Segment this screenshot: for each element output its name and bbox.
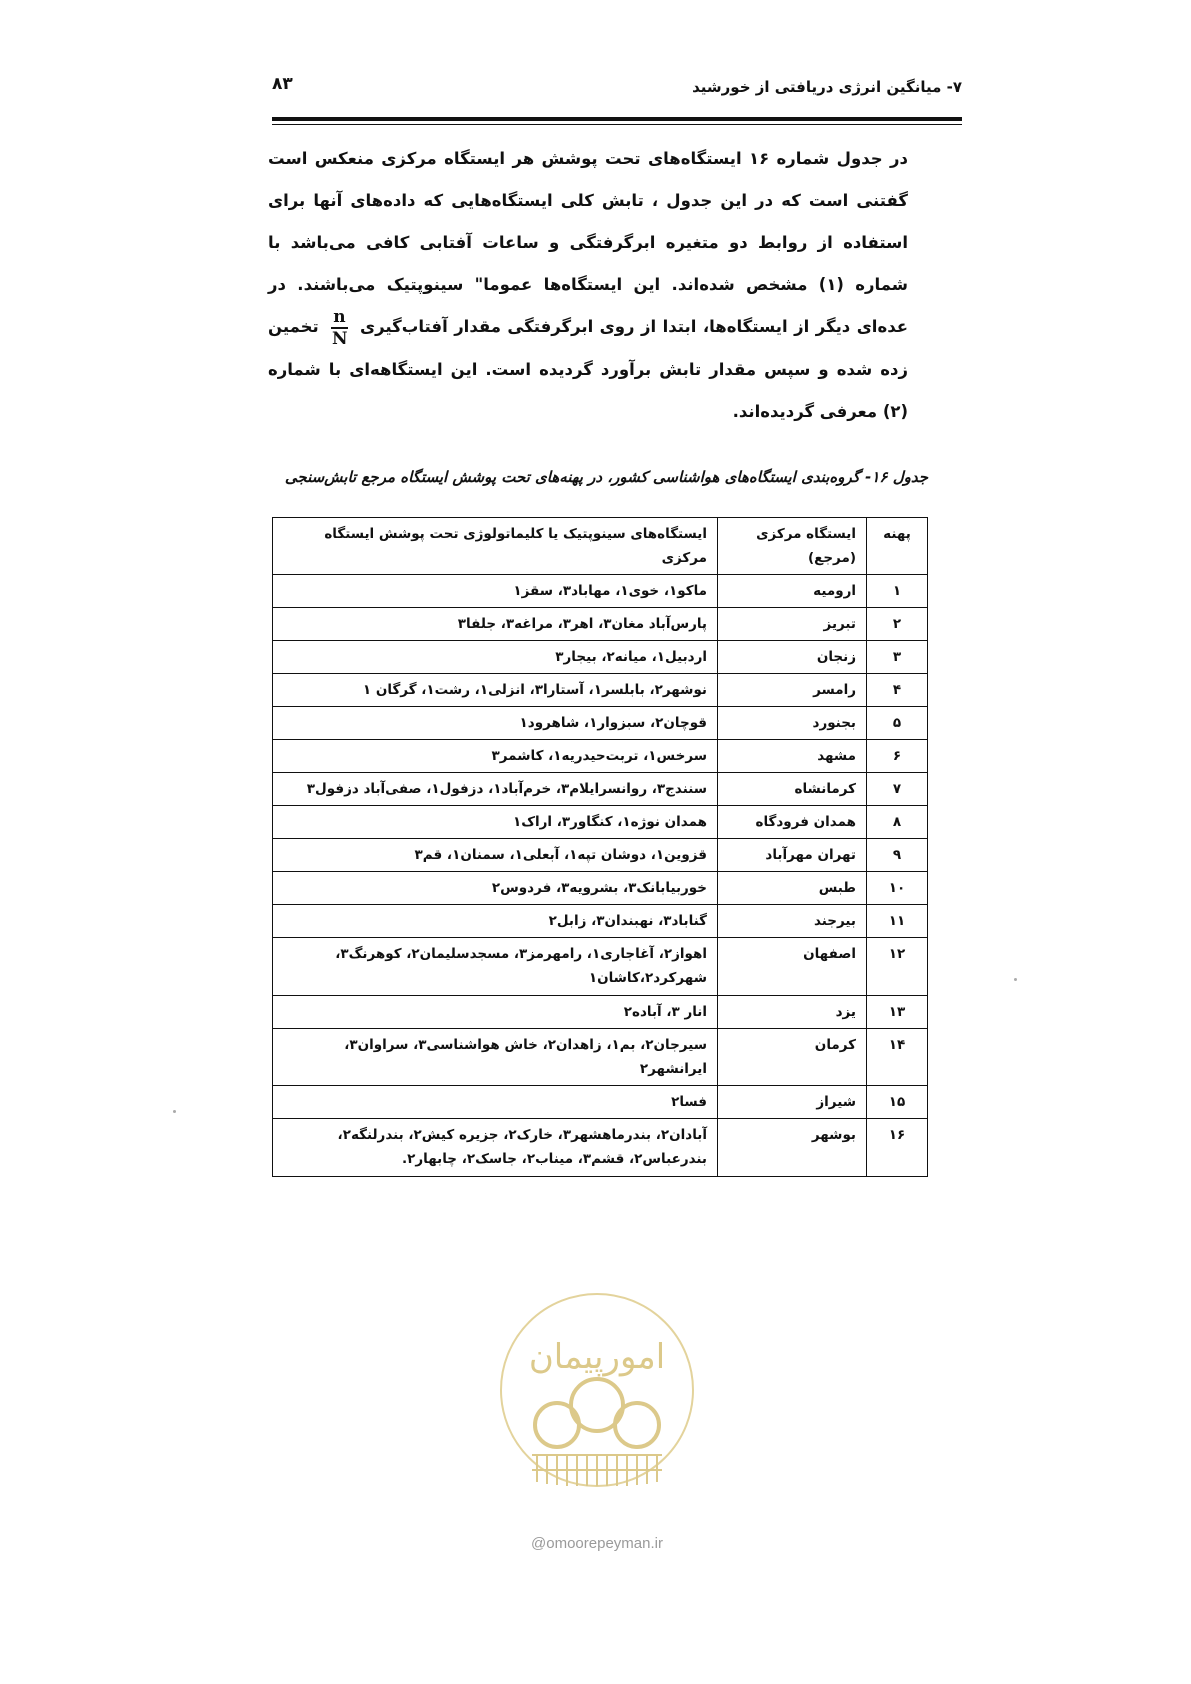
covered-stations-cell: آبادان۲، بندرماهشهر۳، خارک۲، جزیره کیش۲، بندرلنگه۲، بندرعباس۲، قشم۳، میناب۲، جاسک۲، چابهار۲. bbox=[273, 1119, 718, 1177]
table-row bbox=[273, 996, 928, 1029]
table-row bbox=[273, 1086, 928, 1119]
center-station-cell: بوشهر bbox=[718, 1119, 867, 1177]
center-station-cell: کرمانشاه bbox=[718, 773, 867, 806]
watermark-caption: @omoorepeyman.ir bbox=[531, 1535, 663, 1552]
covered-stations-cell: فسا۲ bbox=[273, 1086, 718, 1119]
table-row bbox=[273, 905, 928, 938]
covered-stations-cell: اردبیل۱، میانه۲، بیجار۳ bbox=[273, 641, 718, 674]
center-station-cell: یزد bbox=[718, 996, 867, 1029]
covered-stations-cell: خوربیابانک۳، بشرویه۳، فردوس۲ bbox=[273, 872, 718, 905]
table-row bbox=[273, 806, 928, 839]
zone-cell: ۴ bbox=[867, 674, 928, 707]
covered-stations-cell: سنندج۳، روانسرایلام۳، خرم‌آباد۱، دزفول۱، صفی‌آباد دزفول۳ bbox=[273, 773, 718, 806]
body-paragraph bbox=[268, 138, 908, 433]
zone-cell: ۱۵ bbox=[867, 1086, 928, 1119]
zone-cell: ۱۱ bbox=[867, 905, 928, 938]
header-rule-thin bbox=[272, 124, 962, 125]
covered-stations-cell: نوشهر۲، بابلسر۱، آستارا۳، انزلی۱، رشت۱، گرگان ۱ bbox=[273, 674, 718, 707]
covered-stations-cell: اهواز۲، آغاجاری۱، رامهرمز۳، مسجدسلیمان۲، کوهرنگ۳، شهرکرد۲،کاشان۱ bbox=[273, 938, 718, 996]
center-station-cell: بجنورد bbox=[718, 707, 867, 740]
center-station-cell: همدان فرودگاه bbox=[718, 806, 867, 839]
table-row bbox=[273, 872, 928, 905]
covered-stations-cell: پارس‌آباد مغان۳، اهر۳، مراغه۳، جلفا۳ bbox=[273, 608, 718, 641]
table-header-row bbox=[273, 518, 928, 575]
page-number: ۸۳ bbox=[272, 74, 293, 94]
table-row bbox=[273, 773, 928, 806]
center-station-cell: رامسر bbox=[718, 674, 867, 707]
covered-stations-cell: سیرجان۲، بم۱، زاهدان۲، خاش هواشناسی۳، سراوان۳، ایرانشهر۲ bbox=[273, 1029, 718, 1086]
table-row bbox=[273, 674, 928, 707]
zone-cell: ۷ bbox=[867, 773, 928, 806]
header-rule-thick bbox=[272, 117, 962, 121]
center-station-cell: ارومیه bbox=[718, 575, 867, 608]
scan-speck bbox=[1014, 978, 1017, 981]
logo-lettering: امورپیمان bbox=[528, 1337, 666, 1377]
gear-seal-icon bbox=[497, 1290, 697, 1490]
zone-cell: ۱۳ bbox=[867, 996, 928, 1029]
center-station-cell: اصفهان bbox=[718, 938, 867, 996]
header-zone: پهنه bbox=[867, 518, 928, 575]
stations-table bbox=[272, 517, 928, 1177]
table-row bbox=[273, 641, 928, 674]
zone-cell: ۱۴ bbox=[867, 1029, 928, 1086]
zone-cell: ۱۶ bbox=[867, 1119, 928, 1177]
table-row bbox=[273, 608, 928, 641]
center-station-cell: کرمان bbox=[718, 1029, 867, 1086]
zone-cell: ۹ bbox=[867, 839, 928, 872]
zone-cell: ۶ bbox=[867, 740, 928, 773]
table-row bbox=[273, 1119, 928, 1177]
zone-cell: ۱ bbox=[867, 575, 928, 608]
center-station-cell: زنجان bbox=[718, 641, 867, 674]
fraction-denominator: N bbox=[332, 328, 348, 349]
covered-stations-cell: قوچان۲، سبزوار۱، شاهرود۱ bbox=[273, 707, 718, 740]
zone-cell: ۲ bbox=[867, 608, 928, 641]
table-row bbox=[273, 1029, 928, 1086]
running-title: ۷- میانگین انرژی دریافتی از خورشید bbox=[692, 78, 962, 96]
covered-stations-cell: سرخس۱، تربت‌حیدریه۱، کاشمر۳ bbox=[273, 740, 718, 773]
fraction-numerator: n bbox=[333, 306, 346, 327]
page-header bbox=[272, 74, 962, 104]
center-station-cell: شیراز bbox=[718, 1086, 867, 1119]
center-station-cell: تهران مهرآباد bbox=[718, 839, 867, 872]
header-covered-stations: ایستگاه‌های سینوپتیک یا کلیماتولوژی تحت پوشش ایستگاه مرکزی bbox=[273, 518, 718, 575]
center-station-cell: تبریز bbox=[718, 608, 867, 641]
covered-stations-cell: ماکو۱، خوی۱، مهاباد۳، سقز۱ bbox=[273, 575, 718, 608]
covered-stations-cell: انار ۳، آباده۲ bbox=[273, 996, 718, 1029]
center-station-cell: بیرجند bbox=[718, 905, 867, 938]
center-station-cell: طبس bbox=[718, 872, 867, 905]
paragraph-part-1: در جدول شماره ۱۶ ایستگاه‌های تحت پوشش هر ایستگاه مرکزی منعکس است گفتنی است که در این جدول ، تابش کلی ایستگاه‌هایی که داده‌های آنها برای استفاده از روابط دو متغیره ابرگرفتگی و ساعات آفتابی کافی می‌باشد با شماره (۱) مشخص شده‌اند. این ایستگاه‌ها عموما" سینوپتیک می‌باشند. در عده‌ای دیگر از ایستگاه‌ها، ابتدا از روی ابرگرفتگی مقدار آفتاب‌گیری bbox=[268, 149, 909, 336]
covered-stations-cell: همدان نوژه۱، کنگاور۳، اراک۱ bbox=[273, 806, 718, 839]
table-row bbox=[273, 707, 928, 740]
table-row bbox=[273, 740, 928, 773]
zone-cell: ۵ bbox=[867, 707, 928, 740]
table-body bbox=[273, 575, 928, 1177]
table-caption: جدول ۱۶- گروه‌بندی ایستگاه‌های هواشناسی کشور، در پهنه‌های تحت پوشش ایستگاه مرجع تابش‌سنجی bbox=[284, 468, 928, 486]
covered-stations-cell: گناباد۳، نهبندان۳، زابل۲ bbox=[273, 905, 718, 938]
zone-cell: ۸ bbox=[867, 806, 928, 839]
fraction-n-over-n bbox=[331, 307, 347, 349]
paragraph-part-2: تخمین زده شده و سپس مقدار تابش برآورد گردیده است. این ایستگاهه‌ای با شماره (۲) معرفی گردیده‌اند. bbox=[268, 317, 908, 421]
zone-cell: ۱۲ bbox=[867, 938, 928, 996]
scan-speck bbox=[173, 1110, 176, 1113]
table-row bbox=[273, 575, 928, 608]
zone-cell: ۳ bbox=[867, 641, 928, 674]
center-station-cell: مشهد bbox=[718, 740, 867, 773]
header-center-station: ایستگاه مرکزی (مرجع) bbox=[718, 518, 867, 575]
zone-cell: ۱۰ bbox=[867, 872, 928, 905]
table-row bbox=[273, 839, 928, 872]
table-row bbox=[273, 938, 928, 996]
watermark-logo bbox=[497, 1290, 697, 1490]
covered-stations-cell: قزوین۱، دوشان تپه۱، آبعلی۱، سمنان۱، قم۳ bbox=[273, 839, 718, 872]
